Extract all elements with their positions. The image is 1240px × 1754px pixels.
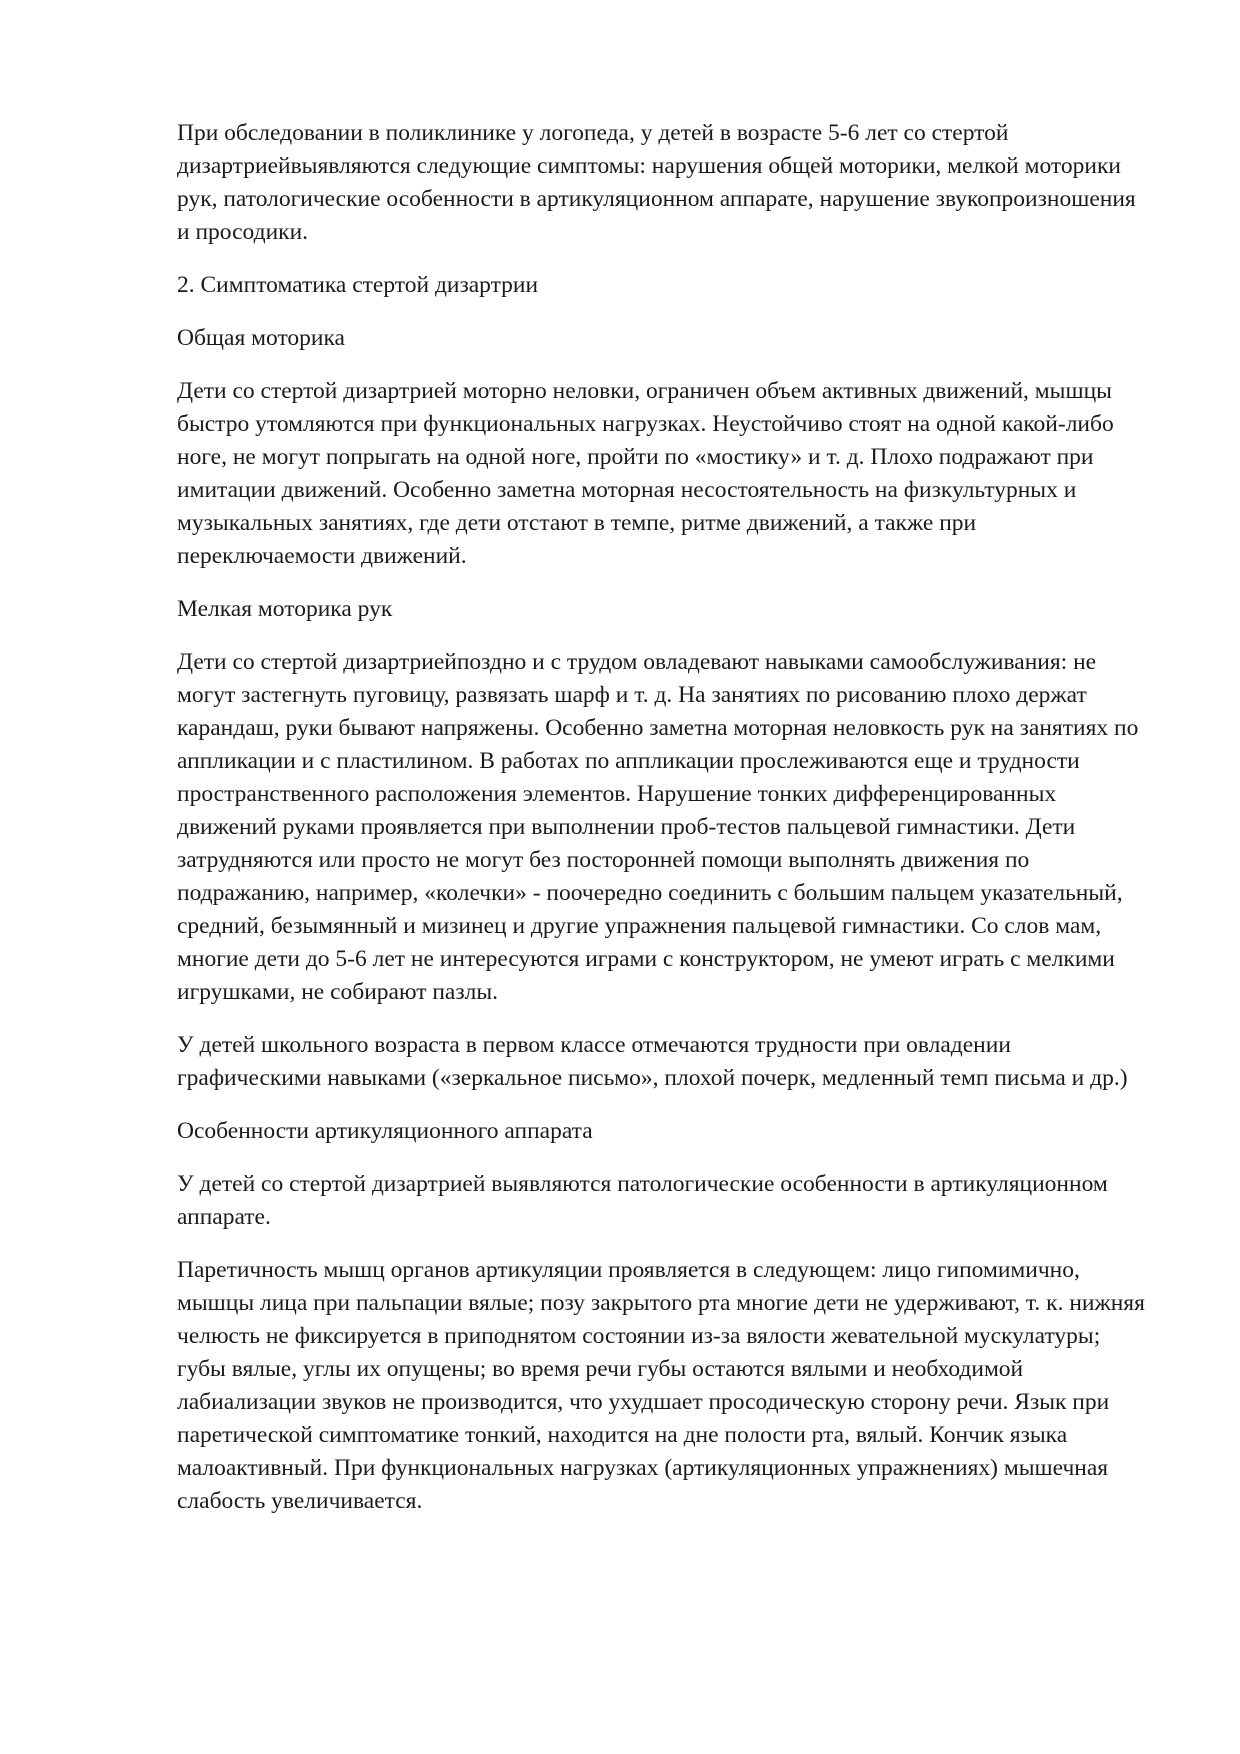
document-body bbox=[177, 117, 1152, 1538]
paragraph-school-age: У детей школьного возраста в первом классе отмечаются трудности при овладении графическими навыками («зеркальное письмо», плохой почерк, медленный темп письма и др.) bbox=[177, 1032, 1128, 1091]
subheading-fine-motor: Мелкая моторика рук bbox=[177, 596, 393, 622]
paragraph-paresis: Паретичность мышц органов артикуляции проявляется в следующем: лицо гипомимично, мышцы лица при пальпации вялые; позу закрытого рта многие дети не удерживают, т. к. нижняя челюсть не фиксируется в приподнятом состоянии из-за вялости жевательной мускулатуры; губы вялые, углы их опущены; во время речи губы остаются вялыми и необходимой лабиализации звуков не производится, что ухудшает просодическую сторону речи. Язык при паретической симптоматике тонкий, находится на дне полости рта, вялый. Кончик языка малоактивный. При функциональных нагрузках (артикуляционных упражнениях) мышечная слабость увеличивается. bbox=[177, 1257, 1145, 1514]
paragraph-gross-motor: Дети со стертой дизартрией моторно неловки, ограничен объем активных движений, мышцы быстро утомляются при функциональных нагрузках. Неустойчиво стоят на одной какой-либо ноге, не могут попрыгать на одной ноге, пройти по «мостику» и т. д. Плохо подражают при имитации движений. Особенно заметна моторная несостоятельность на физкультурных и музыкальных занятиях, где дети отстают в темпе, ритме движений, а также при переключаемости движений. bbox=[177, 378, 1114, 569]
paragraph-articulation-intro: У детей со стертой дизартрией выявляются патологические особенности в артикуляционном аппарате. bbox=[177, 1171, 1108, 1230]
subheading-gross-motor: Общая моторика bbox=[177, 325, 345, 351]
section-heading-symptoms: 2. Симптоматика стертой дизартрии bbox=[177, 272, 539, 298]
paragraph-intro: При обследовании в поликлинике у логопеда, у детей в возрасте 5-6 лет со стертой дизартриейвыявляются следующие симптомы: нарушения общей моторики, мелкой моторики рук, патологические особенности в артикуляционном аппарате, нарушение звукопроизношения и просодики. bbox=[177, 120, 1136, 245]
paragraph-fine-motor: Дети со стертой дизартриейпоздно и с трудом овладевают навыками самообслуживания: не могут застегнуть пуговицу, развязать шарф и т. д. На занятиях по рисованию плохо держат карандаш, руки бывают напряжены. Особенно заметна моторная неловкость рук на занятиях по аппликации и с пластилином. В работах по аппликации прослеживаются еще и трудности пространственного расположения элементов. Нарушение тонких дифференцированных движений руками проявляется при выполнении проб-тестов пальцевой гимнастики. Дети затрудняются или просто не могут без посторонней помощи выполнять движения по подражанию, например, «колечки» - поочередно соединить с большим пальцем указательный, средний, безымянный и мизинец и другие упражнения пальцевой гимнастики. Со слов мам, многие дети до 5-6 лет не интересуются играми с конструктором, не умеют играть с мелкими игрушками, не собирают пазлы. bbox=[177, 649, 1139, 1005]
subheading-articulation: Особенности артикуляционного аппарата bbox=[177, 1118, 593, 1144]
